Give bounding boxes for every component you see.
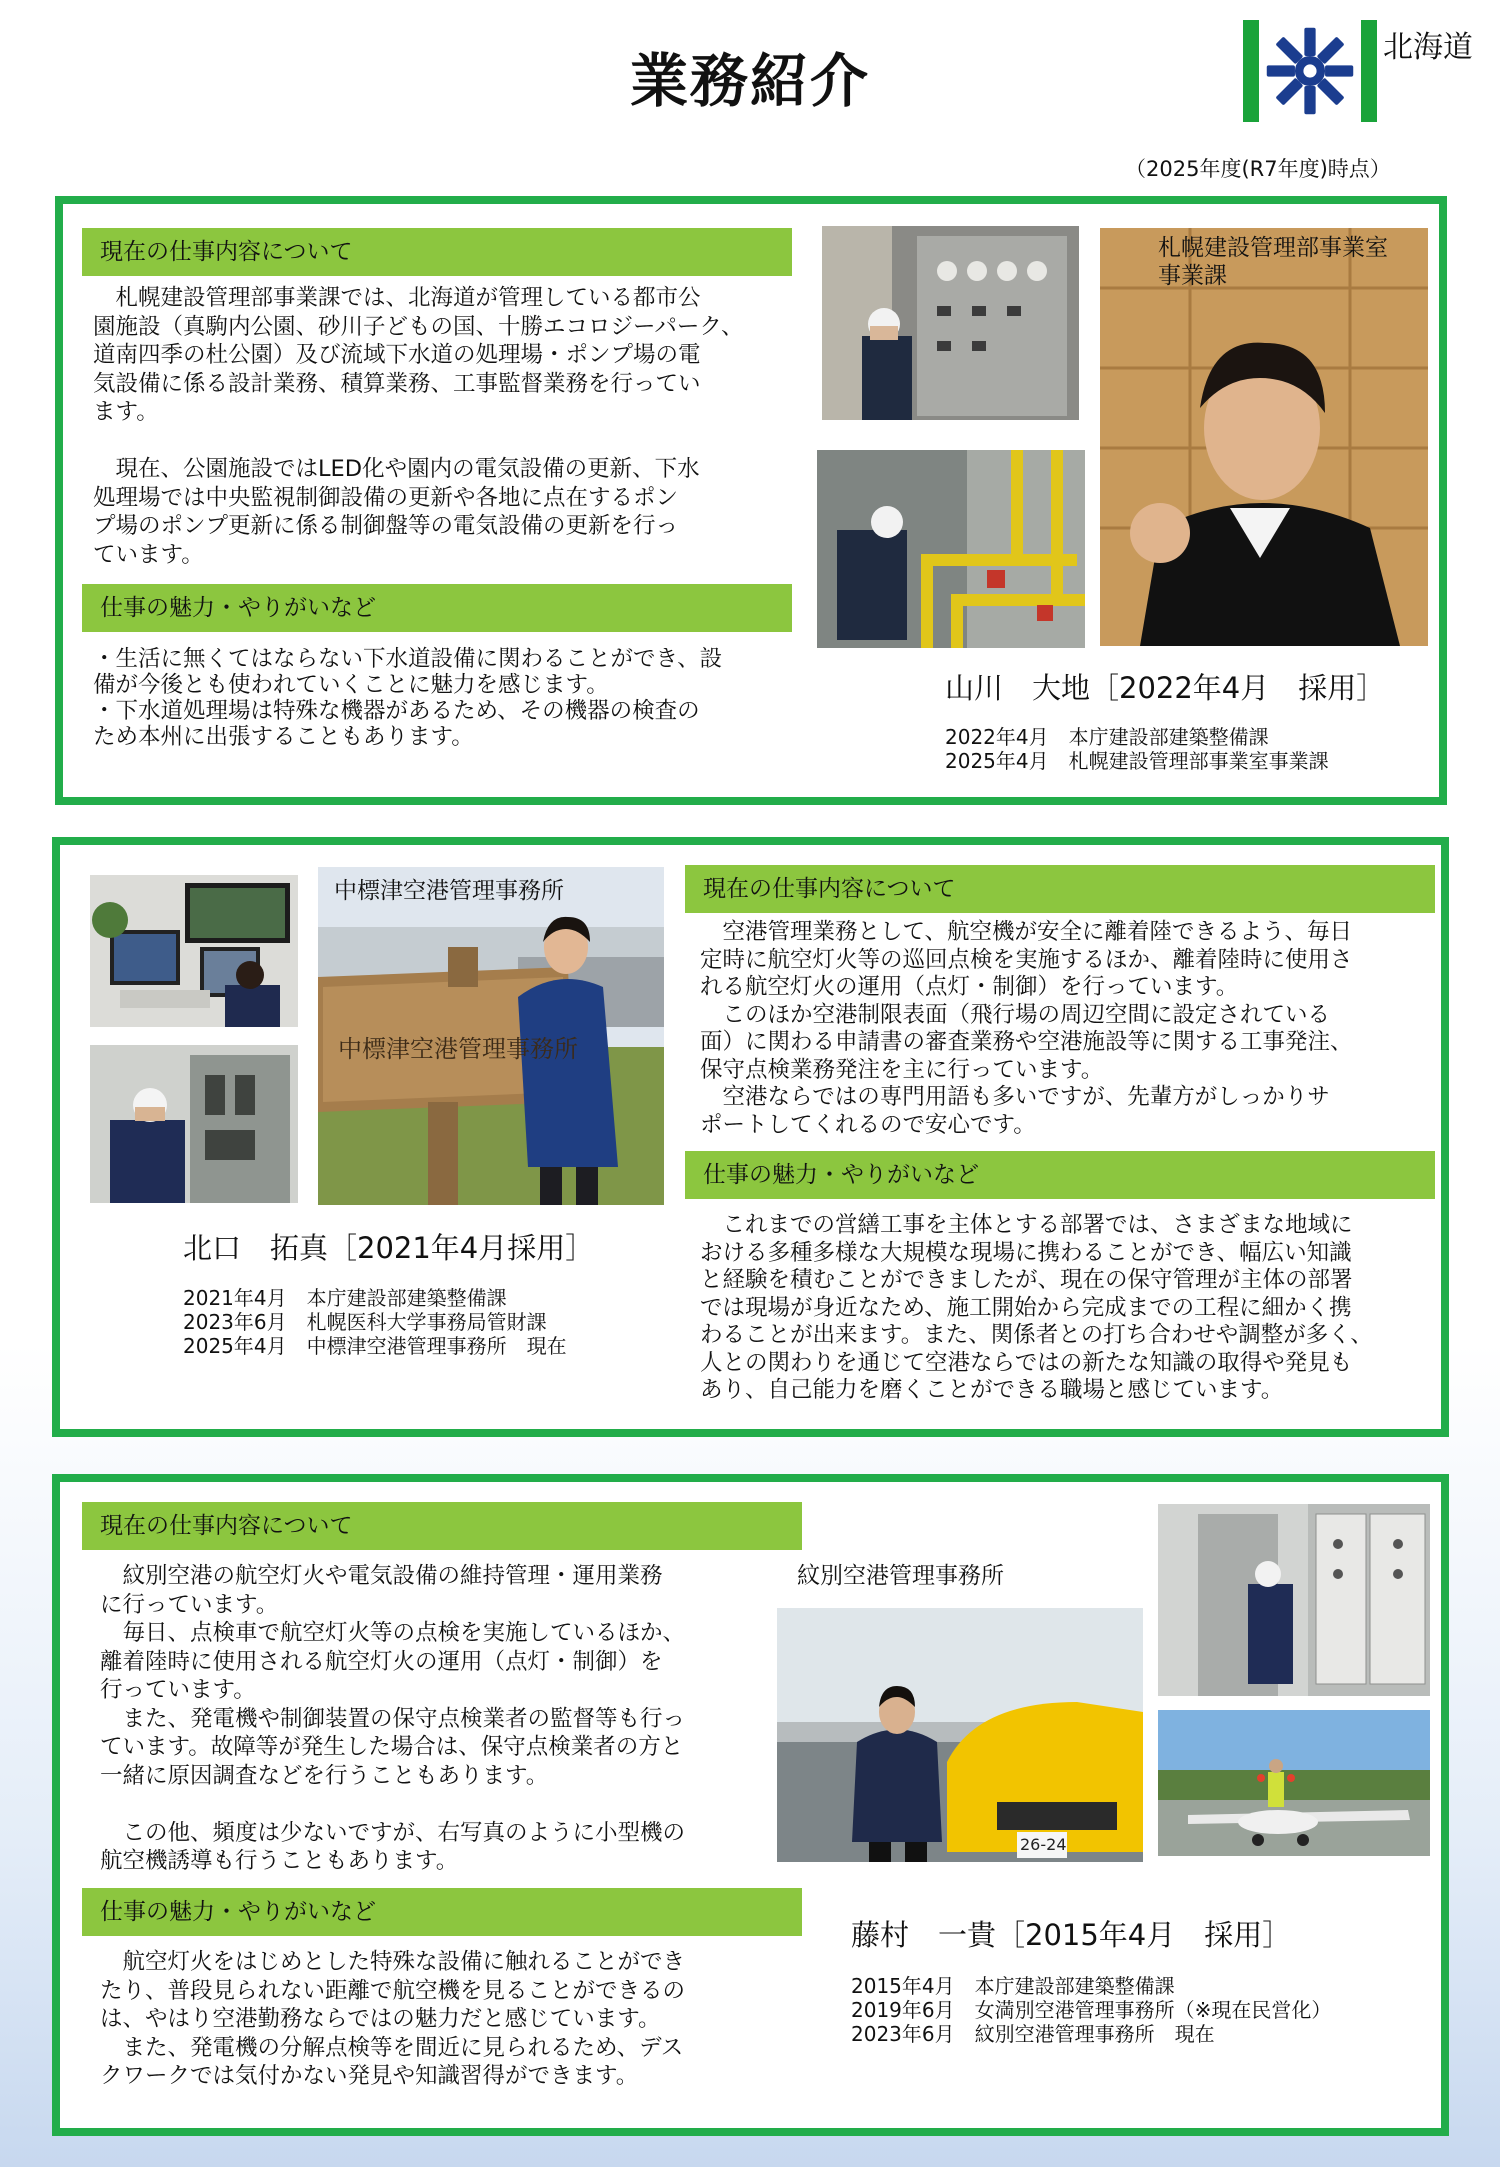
photo-aircraft-guidance	[1158, 1710, 1430, 1856]
career-history-kitaguchi: 2021年4月 本庁建設部建築整備課 2023年6月 札幌医科大学事務局管財課 2025年4月 中標津空港管理事務所 現在	[183, 1286, 567, 1358]
section-3-current-heading: 現在の仕事内容について	[82, 1502, 802, 1550]
logo-green-bar-right	[1361, 20, 1377, 122]
section-2-current-heading: 現在の仕事内容について	[685, 865, 1435, 913]
photo-monitors-desk	[90, 875, 298, 1027]
section-3-appeal-text: 航空灯火をはじめとした特殊な設備に触れることができ たり、普段見られない距離で航空機を見ることができるの は、やはり空港勤務ならではの魅力だと感じています。 また、発電機の分解点検等を間近に見られるため、デス クワークでは気付かない発見や知識習得ができます。	[100, 1949, 686, 2089]
section-3-panel	[52, 1474, 1449, 2136]
photo-caption-monbetsu: 紋別空港管理事務所	[797, 1563, 1004, 1589]
section-2-appeal-text: これまでの営繕工事を主体とする部署では、さまざまな地域に おける多種多様な大規模な現場に携わることができ、幅広い知識 と経験を積むことができましたが、現在の保守管理が主体の部署 では現場が身近なため、施工開始から完成までの工程に細かく携 わることが出来ます。また、関係者との打ち合わせや調整が多く、 人との関わりを通じて空港ならではの新たな知識の取得や発見も あり、自己能力を磨くことができる職場と感じています。	[700, 1212, 1373, 1403]
photo-electrical-room	[1158, 1504, 1430, 1696]
as-of-date: （2025年度(R7年度)時点）	[1125, 157, 1391, 181]
photo-control-panel	[822, 226, 1079, 420]
section-2-appeal-heading: 仕事の魅力・やりがいなど	[685, 1151, 1435, 1199]
photo-airport-car	[777, 1552, 1143, 1862]
employee-name-fujimura: 藤村 一貴［2015年4月 採用］	[851, 1918, 1292, 1952]
photo-caption-sapporo: 札幌建設管理部事業室 事業課	[1158, 235, 1388, 289]
career-history-yamakawa: 2022年4月 本庁建設部建築整備課 2025年4月 札幌建設管理部事業室事業課	[945, 725, 1329, 773]
logo-text: 北海道	[1383, 30, 1473, 65]
hokkaido-logo	[1243, 20, 1483, 122]
employee-name-kitaguchi: 北口 拓真［2021年4月採用］	[183, 1231, 595, 1265]
sign-engraved-text: 中標津空港管理事務所	[338, 1035, 578, 1063]
section-2-current-text: 空港管理業務として、航空機が安全に離着陸できるよう、毎日 定時に航空灯火等の巡回点検を実施するほか、離着陸時に使用さ れる航空灯火の運用（点灯・制御）を行っています。 このほか空港制限表面（飛行場の周辺空間に設定されている 面）に関わる申請書の審査業務や空港施設等に関する工事発注、 保守点検業務発注を主に行っています。 空港ならではの専門用語も多いですが、先輩方がしっかりサ ポートしてくれるので安心です。	[700, 919, 1353, 1138]
photo-equipment-check	[90, 1045, 298, 1203]
section-1-current-heading: 現在の仕事内容について	[82, 228, 792, 276]
photo-airport-sign	[318, 867, 664, 1205]
section-3-appeal-heading: 仕事の魅力・やりがいなど	[82, 1888, 802, 1936]
section-1-appeal-text: ・生活に無くてはならない下水道設備に関わることができ、設 備が今後とも使われていくことに魅力を感じます。 ・下水道処理場は特殊な機器があるため、その機器の検査の ため本州に出張することもあります。	[93, 646, 723, 750]
section-1-appeal-heading: 仕事の魅力・やりがいなど	[82, 584, 792, 632]
section-2-panel	[52, 837, 1449, 1437]
employee-name-yamakawa: 山川 大地［2022年4月 採用］	[945, 671, 1386, 705]
page-title: 業務紹介	[629, 47, 870, 115]
logo-green-bar-left	[1243, 20, 1259, 122]
license-plate-text: 26-24	[1020, 1835, 1067, 1854]
photo-portrait-yamakawa	[1100, 228, 1428, 646]
photo-caption-nakashibetsu: 中標津空港管理事務所	[334, 878, 564, 904]
section-3-current-text: 紋別空港の航空灯火や電気設備の維持管理・運用業務 に行っています。 毎日、点検車で航空灯火等の点検を実施しているほか、 離着陸時に使用される航空灯火の運用（点灯・制御）を 行っています。 また、発電機や制御装置の保守点検業者の監督等も行っ ています。故障等が発生した場合は、保守点検業者の方と 一緒に原因調査などを行うこともあります。 この他、頻度は少ないですが、右写真のように小型機の 航空機誘導も行うこともあります。	[100, 1563, 686, 1874]
career-history-fujimura: 2015年4月 本庁建設部建築整備課 2019年6月 女満別空港管理事務所（※現在民営化） 2023年6月 紋別空港管理事務所 現在	[851, 1974, 1332, 2046]
section-1-current-text: 札幌建設管理部事業課では、北海道が管理している都市公 園施設（真駒内公園、砂川子どもの国、十勝エコロジーパーク、 道南四季の杜公園）及び流域下水道の処理場・ポンプ場の電 気設備に係る設計業務、積算業務、工事監督業務を行ってい ます。 現在、公園施設ではLED化や園内の電気設備の更新、下水 処理場では中央監視制御設備の更新や各地に点在するポン プ場のポンプ更新に係る制御盤等の電気設備の更新を行っ ています。	[93, 285, 744, 568]
section-1-panel	[55, 196, 1447, 805]
hokkaido-star-icon	[1263, 24, 1357, 118]
photo-pump-pipes	[817, 450, 1085, 648]
